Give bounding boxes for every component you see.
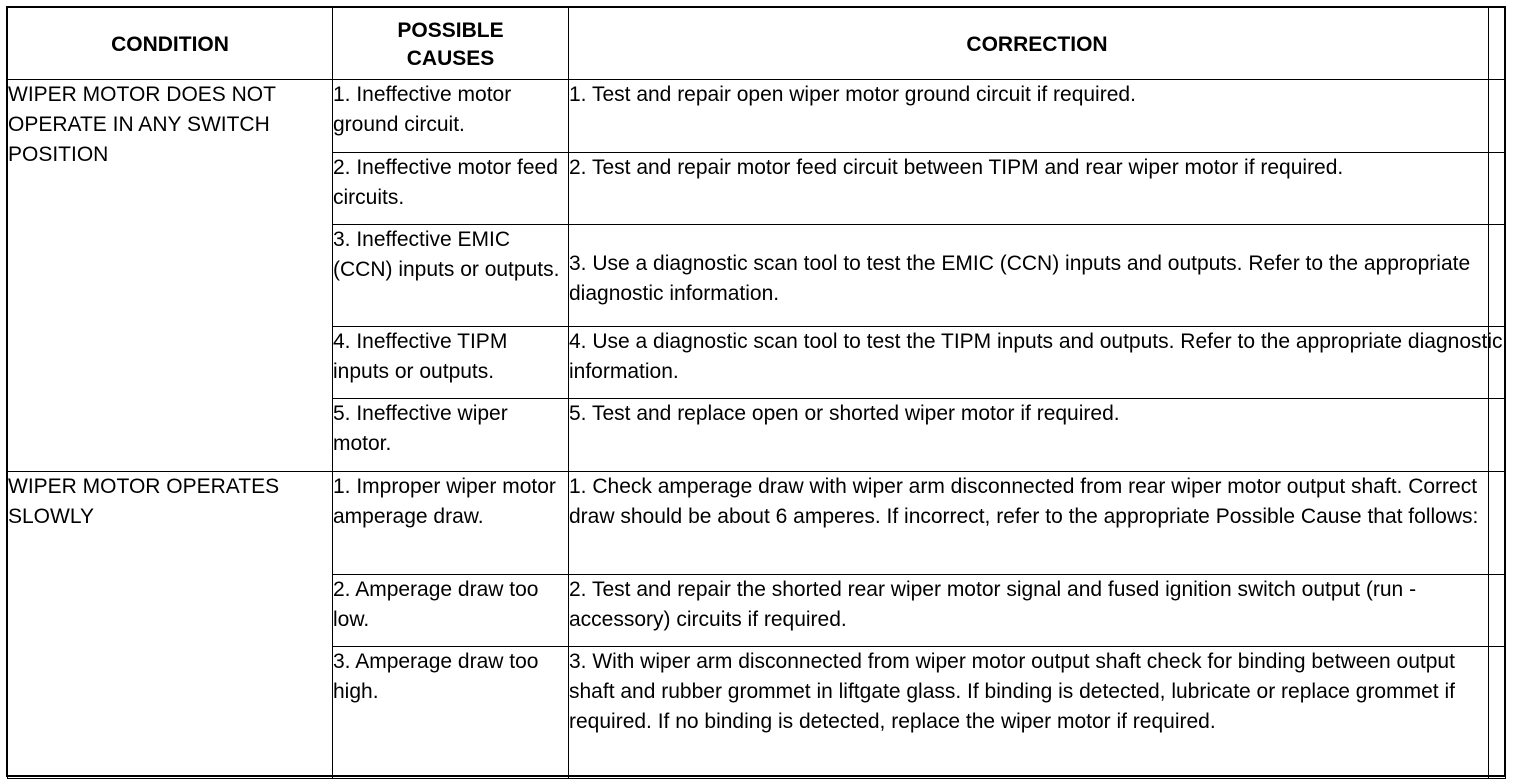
correction-cell: 1. Test and repair open wiper motor ground circuit if required.: [569, 80, 1506, 153]
diagnosis-table: [7, 7, 1506, 779]
header-condition: CONDITION: [8, 8, 333, 80]
cause-cell: 1. Ineffective motor ground circuit.: [333, 80, 569, 153]
header-possible-causes: [333, 8, 569, 80]
header-causes-line1: POSSIBLE: [397, 18, 504, 42]
cause-cell: 3. Amperage draw too high.: [333, 647, 569, 779]
correction-cell: 3. With wiper arm disconnected from wiper motor output shaft check for binding between output shaft and rubber grommet in liftgate glass. If binding is detected, lubricate or replace grommet if required. If no binding is detected, replace the wiper motor if required.: [569, 647, 1506, 779]
correction-cell: 2. Test and repair the shorted rear wiper motor signal and fused ignition switch output (run - accessory) circuits if required.: [569, 575, 1506, 647]
cause-cell: 2. Amperage draw too low.: [333, 575, 569, 647]
header-row: [8, 8, 1506, 80]
table-row: [8, 80, 1506, 153]
cause-cell: 1. Improper wiper motor amperage draw.: [333, 472, 569, 575]
correction-cell: 5. Test and replace open or shorted wiper motor if required.: [569, 399, 1506, 472]
cause-cell: 3. Ineffective EMIC (CCN) inputs or outputs.: [333, 225, 569, 327]
cause-cell: 2. Ineffective motor feed circuits.: [333, 153, 569, 225]
condition-cell: WIPER MOTOR DOES NOT OPERATE IN ANY SWITCH POSITION: [8, 80, 333, 472]
correction-cell: 2. Test and repair motor feed circuit between TIPM and rear wiper motor if required.: [569, 153, 1506, 225]
table-row: [8, 472, 1506, 575]
header-causes-line2: CAUSES: [406, 46, 495, 70]
correction-cell: 4. Use a diagnostic scan tool to test the TIPM inputs and outputs. Refer to the appropriate diagnostic information.: [569, 327, 1506, 399]
right-margin-column: [1488, 7, 1506, 779]
cause-cell: 5. Ineffective wiper motor.: [333, 399, 569, 472]
cause-cell: 4. Ineffective TIPM inputs or outputs.: [333, 327, 569, 399]
condition-cell: WIPER MOTOR OPERATES SLOWLY: [8, 472, 333, 779]
correction-cell: 3. Use a diagnostic scan tool to test the EMIC (CCN) inputs and outputs. Refer to the appropriate diagnostic information.: [569, 225, 1506, 327]
diagnosis-table-frame: [6, 6, 1506, 777]
correction-cell: 1. Check amperage draw with wiper arm disconnected from rear wiper motor output shaft. Correct draw should be about 6 amperes. If incorrect, refer to the appropriate Possible Cause that follows:: [569, 472, 1506, 575]
header-correction: CORRECTION: [569, 8, 1506, 80]
